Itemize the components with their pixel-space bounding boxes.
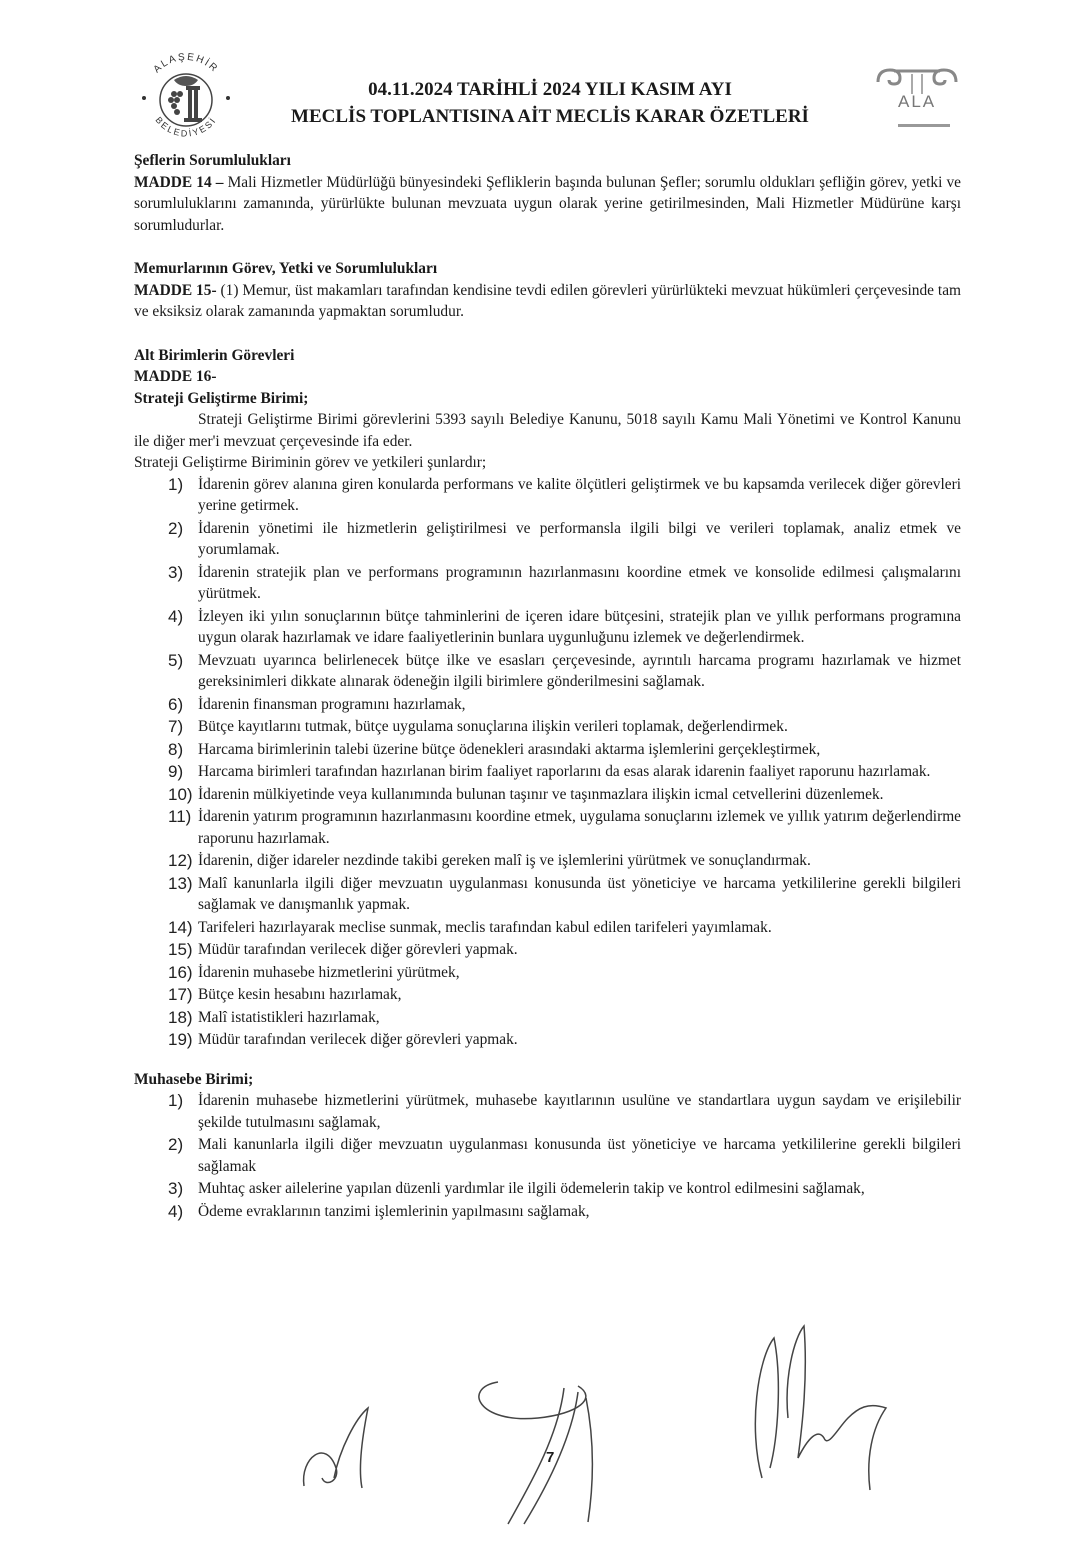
signature-2-icon [468, 1358, 618, 1528]
document-title [240, 76, 860, 130]
item-number: 14) [168, 917, 193, 937]
item-text: Harcama birimlerinin talebi üzerine bütçe ödenekleri arasındaki aktarma işlemlerini gerçekleştirmek, [198, 740, 821, 758]
item-text: İdarenin finansman programını hazırlamak, [198, 695, 466, 713]
item-number: 19) [168, 1030, 193, 1049]
item-text: Bütçe kayıtlarını tutmak, bütçe uygulama sonuçlarına ilişkin verileri toplamak, değerlendirmek. [198, 718, 788, 735]
item-text: Muhtaç asker ailelerine yapılan düzenli yardımlar ile ilgili ödemelerin takip ve kontrol edilmesini sağlamak, [198, 1180, 865, 1197]
list-item [134, 518, 961, 561]
item-text: Bütçe kesin hesabını hazırlamak, [198, 986, 402, 1003]
signature-1-icon [296, 1398, 386, 1494]
item-number: 12) [168, 851, 193, 870]
item-text: Mali kanunlarla ilgili diğer mevzuatın uygulanması konusunda üst yöneticiye ve harcama yetkililerine gerekli bilgileri sağlamak [198, 1136, 961, 1175]
item-text: Harcama birimleri tarafından hazırlanan birim faaliyet raporlarını da esas alarak idarenin faaliyet raporunu hazırlamak. [198, 763, 931, 780]
item-number: 4) [168, 606, 184, 626]
madde14-heading: Şeflerin Sorumlulukları [134, 152, 291, 169]
strateji-intro: Strateji Geliştirme Birimi görevlerini 5393 sayılı Belediye Kanunu, 5018 sayılı Kamu Mali Yönetimi ve Kontrol Kanunu ile diğer mer'i mevzuat çerçevesinde ifa eder. [134, 411, 961, 450]
list-item [134, 1134, 961, 1177]
item-number: 3) [168, 562, 184, 582]
list-item [134, 873, 961, 916]
item-number: 13) [168, 873, 193, 893]
item-text: Müdür tarafından verilecek diğer görevleri yapmak. [198, 1031, 518, 1048]
item-text: İdarenin, diğer idareler nezdinde takibi gereken malî iş ve işlemlerini yürütmek ve sonuçlandırmak. [198, 852, 811, 869]
item-number: 4) [168, 1201, 184, 1221]
item-text: İdarenin yönetimi ile hizmetlerin geliştirilmesi ve performansla ilgili bilgi ve verileri toplamak, analiz etmek ve yorumlamak. [198, 519, 961, 558]
signature-3-icon [748, 1318, 898, 1496]
svg-text:BELEDİYESİ: BELEDİYESİ [153, 114, 219, 139]
list-item [134, 761, 961, 783]
item-text: Ödeme evraklarının tanzimi işlemlerinin yapılmasını sağlamak, [198, 1202, 590, 1220]
list-item [134, 962, 961, 984]
madde15-heading: Memurlarının Görev, Yetki ve Sorumlulukları [134, 260, 438, 277]
madde16-label: MADDE 16- [134, 368, 217, 385]
item-number: 8) [168, 739, 184, 759]
ala-logo [872, 66, 962, 132]
list-item [134, 1201, 961, 1223]
item-number: 7) [168, 717, 184, 736]
madde14-text: Mali Hizmetler Müdürlüğü bünyesindeki Şefliklerin başında bulunan Şefler; sorumlu oldukları şefliğin görev, yetki ve sorumluluklarını zamanında, yürürlükte bulunan mevzuata uygun olarak yerine getirilmesinden, Mali Hizmetler Müdürüne karşı sorumludurlar. [134, 173, 961, 234]
logo-underline [898, 124, 950, 127]
item-text: İdarenin muhasebe hizmetlerini yürütmek, muhasebe kayıtlarının usulüne ve standartlara uygun saydam ve erişilebilir şekilde tutulmasını sağlamak, [198, 1092, 961, 1131]
madde14-paragraph [134, 172, 961, 237]
item-text: Malî istatistikleri hazırlamak, [198, 1008, 380, 1026]
title-line-1: 04.11.2024 TARİHLİ 2024 YILI KASIM AYI [368, 79, 732, 100]
item-text: İdarenin stratejik plan ve performans programının hazırlanmasını koordine etmek ve konsolide edilmesi çalışmalarını yürütmek. [198, 563, 961, 602]
list-item [134, 784, 961, 806]
item-number: 1) [168, 474, 184, 494]
madde15-text: (1) Memur, üst makamları tarafından kendisine tevdi edilen görevleri yürürlükteki mevzuat hükümleri çerçevesinde tam ve eksiksiz olarak zamanında yapmaktan sorumludur. [134, 281, 962, 320]
list-item [134, 806, 961, 849]
item-number: 16) [168, 962, 193, 982]
list-item [134, 1029, 961, 1051]
list-item [134, 984, 961, 1006]
item-text: İzleyen iki yılın sonuçlarının bütçe tahminlerini de içeren idare bütçesini, stratejik plan ve yıllık performans programına uygun olarak hazırlamak ve idare faaliyetlerinin bunlara uygunluğunu izlemek ve değerlendirmek. [198, 607, 961, 646]
strateji-title: Strateji Geliştirme Birimi; [134, 389, 309, 407]
item-number: 18) [168, 1007, 193, 1027]
list-item [134, 1007, 961, 1029]
muhasebe-list [134, 1090, 961, 1222]
strateji-list [134, 474, 961, 1051]
list-item [134, 1178, 961, 1200]
list-item [134, 716, 961, 738]
item-number: 9) [168, 762, 184, 781]
item-number: 3) [168, 1179, 184, 1198]
madde14-label: MADDE 14 – [134, 173, 224, 191]
item-number: 15) [168, 940, 193, 959]
item-text: Mevzuatı uyarınca belirlenecek bütçe ilke ve esasları çerçevesinde, ayrıntılı harcama programı hazırlamak ve hizmet gereksinimleri dikkate alınarak ödeneğin ilgili birimlere gönderilmesini sağlamak. [198, 651, 961, 690]
list-item [134, 917, 961, 939]
page-number: 7 [546, 1449, 555, 1466]
list-item [134, 650, 961, 693]
list-item [134, 850, 961, 872]
list-item [134, 694, 961, 716]
item-number: 6) [168, 694, 184, 714]
madde15-label: MADDE 15- [134, 281, 217, 299]
item-text: Tarifeleri hazırlayarak meclise sunmak, meclis tarafından kabul edilen tarifeleri yayımlamak. [198, 918, 772, 936]
ala-logo-text: ALA [898, 92, 937, 111]
item-text: İdarenin mülkiyetinde veya kullanımında bulunan taşınır ve taşınmazlara ilişkin icmal cetvellerini düzenlemek. [198, 785, 884, 803]
madde16-heading: Alt Birimlerin Görevleri [134, 346, 295, 364]
document-body [134, 150, 961, 1223]
list-item [134, 474, 961, 517]
list-item [134, 562, 961, 605]
item-text: Müdür tarafından verilecek diğer görevleri yapmak. [198, 941, 518, 958]
item-number: 5) [168, 650, 184, 670]
list-item [134, 939, 961, 961]
item-text: İdarenin görev alanına giren konularda performans ve kalite ölçütleri geliştirmek ve bu kapsamda verilecek diğer görevleri yerine getirmek. [198, 475, 961, 514]
item-number: 17) [168, 985, 193, 1004]
svg-text:ALAŞEHİR: ALAŞEHİR [151, 51, 221, 76]
item-number: 11) [168, 807, 192, 826]
item-number: 10) [168, 784, 193, 804]
item-text: İdarenin yatırım programının hazırlanmasını koordine etmek, uygulama sonuçlarını izlemek ve yıllık yatırım değerlendirme raporunu hazırlamak. [198, 808, 961, 847]
madde15-paragraph [134, 280, 961, 323]
item-number: 1) [168, 1091, 184, 1110]
municipality-seal-logo [134, 46, 238, 150]
list-item [134, 1090, 961, 1133]
item-number: 2) [168, 1135, 184, 1154]
strateji-lead: Strateji Geliştirme Biriminin görev ve yetkileri şunlardır; [134, 454, 487, 471]
list-item [134, 739, 961, 761]
item-number: 2) [168, 518, 184, 538]
title-line-2: MECLİS TOPLANTISINA AİT MECLİS KARAR ÖZETLERİ [291, 106, 809, 127]
item-text: İdarenin muhasebe hizmetlerini yürütmek, [198, 963, 460, 981]
item-text: Malî kanunlarla ilgili diğer mevzuatın uygulanması konusunda üst yöneticiye ve harcama yetkililerine gerekli bilgileri sağlamak ve danışmanlık yapmak. [198, 874, 961, 913]
list-item [134, 606, 961, 649]
muhasebe-title: Muhasebe Birimi; [134, 1070, 254, 1088]
